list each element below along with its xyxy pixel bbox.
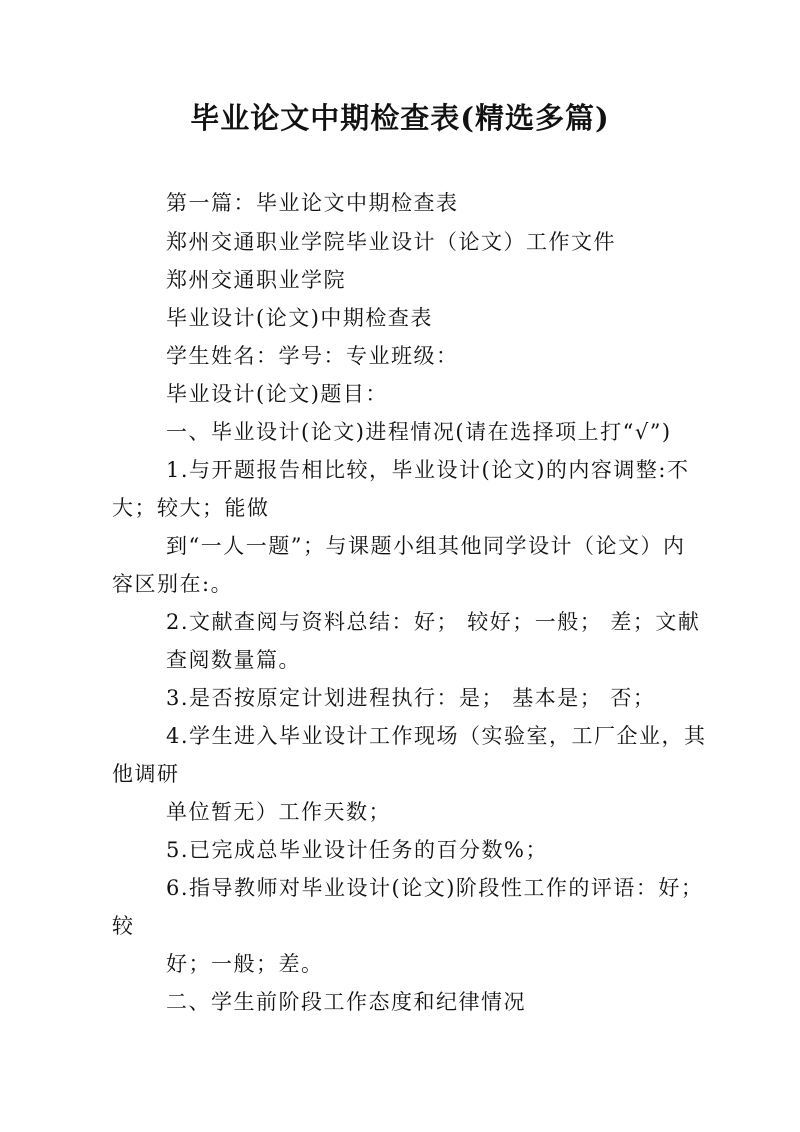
- text-line-1: 第一篇：毕业论文中期检查表: [166, 191, 459, 215]
- text-line-11: 容区别在:。: [112, 572, 234, 596]
- text-line-3: 郑州交通职业学院: [166, 268, 346, 292]
- document-title: 毕业论文中期检查表(精选多篇): [190, 101, 610, 135]
- text-line-21: 好；一般；差。: [166, 952, 324, 976]
- text-line-8: 1.与开题报告相比较，毕业设计(论文)的内容调整:不: [166, 458, 690, 482]
- text-line-10: 到“一人一题”；与课题小组其他同学设计（论文）内: [166, 534, 686, 558]
- text-line-18: 5.已完成总毕业设计任务的百分数%；: [166, 838, 548, 862]
- text-line-7: 一、毕业设计(论文)进程情况(请在选择项上打“√”): [166, 420, 672, 444]
- text-line-6: 毕业设计(论文)题目：: [166, 382, 388, 406]
- text-line-12: 2.文献查阅与资料总结：好； 较好；一般； 差；文献: [166, 610, 701, 634]
- text-line-5: 学生姓名：学号：专业班级：: [166, 344, 459, 368]
- text-line-17: 单位暂无）工作天数；: [166, 800, 391, 824]
- text-line-2: 郑州交通职业学院毕业设计（论文）工作文件: [166, 230, 616, 254]
- text-line-19: 6.指导教师对毕业设计(论文)阶段性工作的评语：好；: [166, 876, 704, 900]
- text-line-20: 较: [112, 914, 135, 938]
- text-line-22: 二、学生前阶段工作态度和纪律情况: [166, 990, 526, 1014]
- text-line-14: 3.是否按原定计划进程执行：是； 基本是； 否；: [166, 686, 656, 710]
- text-line-13: 查阅数量篇。: [166, 648, 301, 672]
- text-line-16: 他调研: [112, 762, 180, 786]
- text-line-15: 4.学生进入毕业设计工作现场（实验室，工厂企业，其: [166, 724, 707, 748]
- text-line-4: 毕业设计(论文)中期检查表: [166, 306, 433, 330]
- text-line-9: 大；较大；能做: [112, 496, 270, 520]
